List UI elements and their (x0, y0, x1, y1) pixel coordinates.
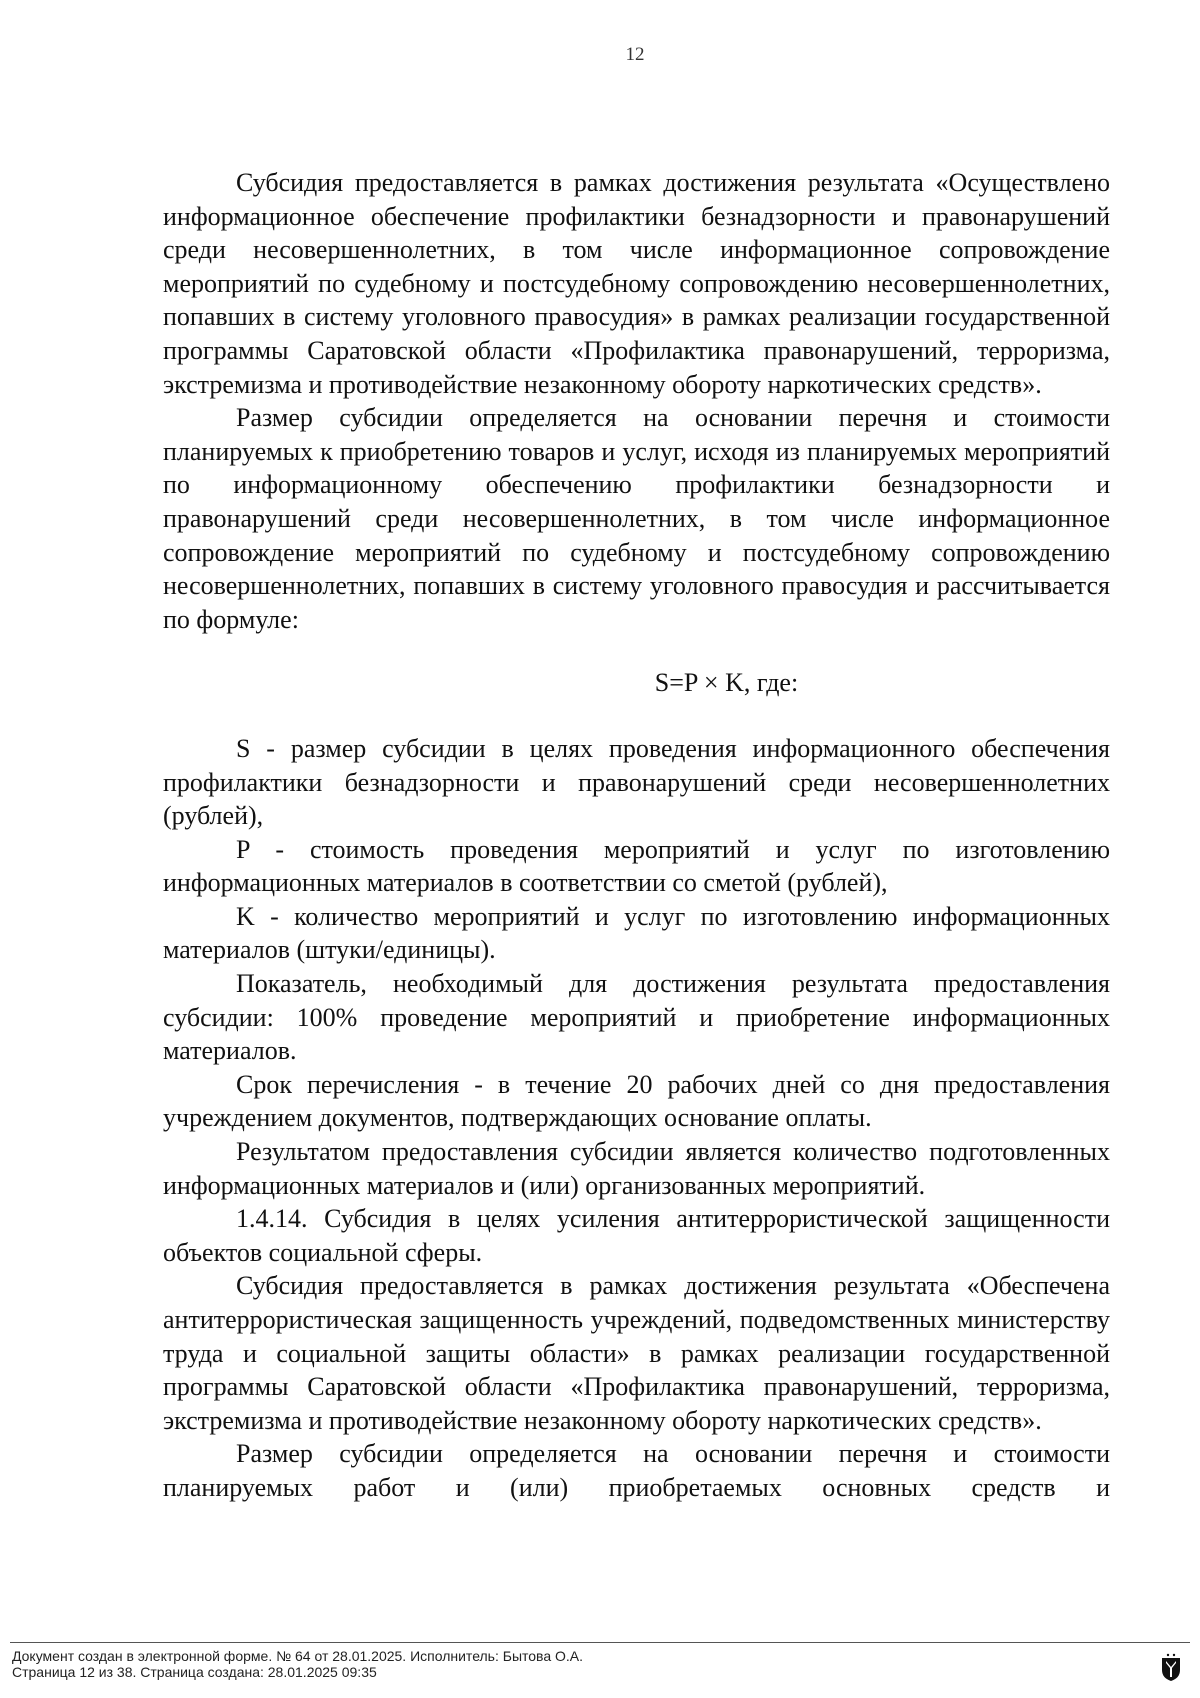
paragraph-definition-p: P - стоимость проведения мероприятий и услуг по изготовлению информационных материалов в соответствии со сметой (рублей), (163, 834, 1110, 898)
document-footer (12, 1648, 583, 1680)
page-number: 12 (625, 44, 645, 65)
footer-line-document-info: Документ создан в электронной форме. № 64 от 28.01.2025. Исполнитель: Бытова О.А. (12, 1648, 584, 1664)
paragraph-subsidy-size-2: Размер субсидии определяется на основании перечня и стоимости планируемых работ и (или) приобретаемых основных средств и (163, 1439, 1110, 1502)
coat-of-arms-icon (1160, 1652, 1182, 1682)
footer-divider (10, 1642, 1190, 1643)
paragraph-subsidy-purpose-2: Субсидия предоставляется в рамках достижения результата «Обеспечена антитеррористическая защищенность учреждений, подведомственных министерству труда и социальной защиты области» в рамках реализации государственной программы Саратовской области «Профилактика правонарушений, терроризма, экстремизма и противодействие незаконному обороту наркотических средств». (163, 1271, 1110, 1435)
paragraph-result: Результатом предоставления субсидии является количество подготовленных информационных материалов и (или) организованных мероприятий. (163, 1137, 1110, 1200)
footer-line-page-info: Страница 12 из 38. Страница создана: 28.01.2025 09:35 (12, 1664, 377, 1680)
paragraph-indicator: Показатель, необходимый для достижения результата предоставления субсидии: 100% проведение мероприятий и приобретение информационных материалов. (163, 969, 1110, 1066)
paragraph-definition-k: K - количество мероприятий и услуг по изготовлению информационных материалов (штуки/единицы). (163, 901, 1110, 965)
document-body (163, 166, 1110, 1505)
paragraph-subsidy-size: Размер субсидии определяется на основании перечня и стоимости планируемых к приобретению товаров и услуг, исходя из планируемых мероприятий по информационному обеспечению профилактики безнадзорности и правонарушений среди несовершеннолетних, в том числе информационное сопровождение мероприятий по судебному и постсудебному сопровождению несовершеннолетних, попавших в систему уголовного правосудия и рассчитывается по формуле: (163, 403, 1110, 634)
section-heading-1-4-14: 1.4.14. Субсидия в целях усиления антитеррористической защищенности объектов социальной сферы. (163, 1204, 1110, 1267)
paragraph-subsidy-purpose: Субсидия предоставляется в рамках достижения результата «Осуществлено информационное обеспечение профилактики безнадзорности и правонарушений среди несовершеннолетних, в том числе информационное сопровождение мероприятий по судебному и постсудебному сопровождению несовершеннолетних, попавших в систему уголовного правосудия» в рамках реализации государственной программы Саратовской области «Профилактика правонарушений, терроризма, экстремизма и противодействие незаконному обороту наркотических средств». (163, 168, 1110, 399)
paragraph-definition-s: S - размер субсидии в целях проведения информационного обеспечения профилактики безнадзорности и правонарушений среди несовершеннолетних (рублей), (163, 733, 1110, 831)
paragraph-transfer-term: Срок перечисления - в течение 20 рабочих дней со дня предоставления учреждением документов, подтверждающих основание оплаты. (163, 1069, 1110, 1133)
formula: S=P × K, где: (654, 668, 799, 698)
